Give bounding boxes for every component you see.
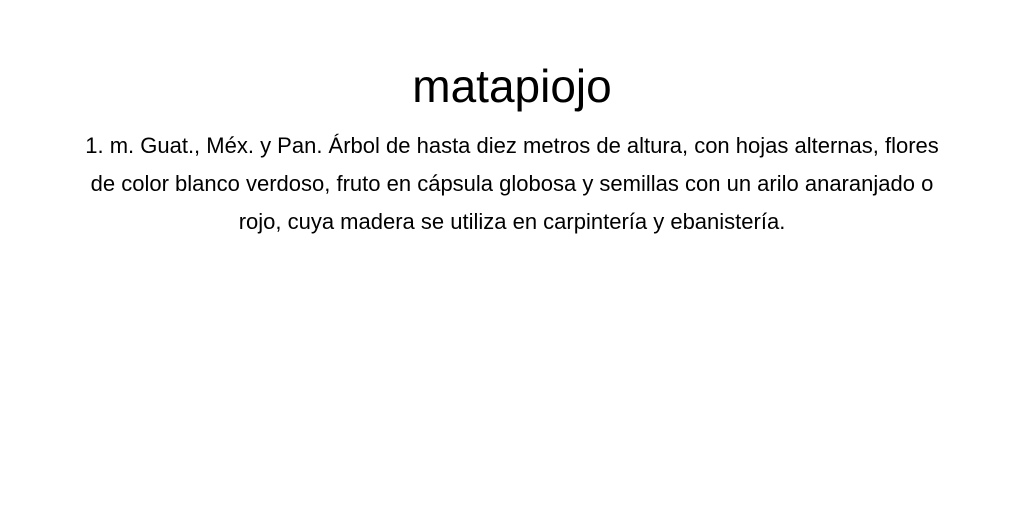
definition-text: 1. m. Guat., Méx. y Pan. Árbol de hasta diez metros de altura, con hojas alternas, flores de color blanco verdoso, fruto en cápsula globosa y semillas con un arilo anaranjado o rojo, cuya madera se utiliza en carpintería y ebanistería. [85, 133, 939, 234]
headword-title: matapiojo [412, 60, 612, 112]
